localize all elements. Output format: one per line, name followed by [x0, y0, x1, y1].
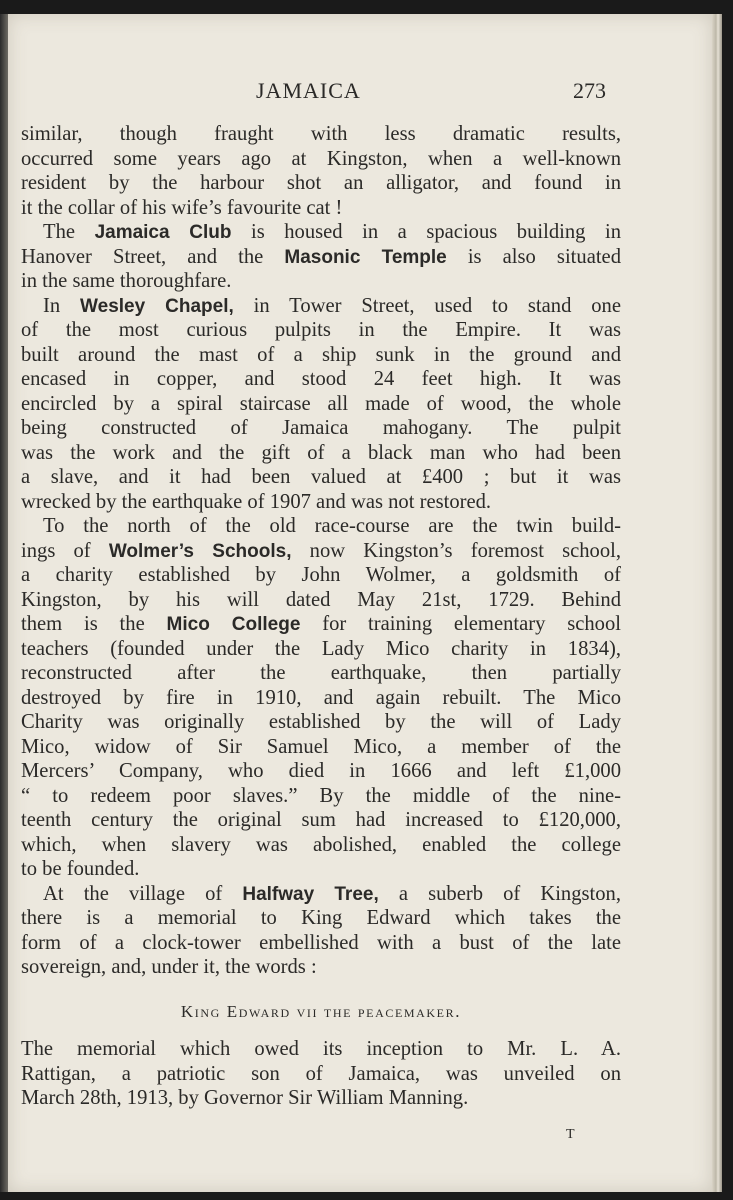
text-line: [21, 955, 621, 980]
line-text: form of a clock-tower embellished with a bust of the late: [21, 931, 621, 954]
line-text: similar, though fraught with less dramatic results,: [21, 123, 621, 145]
text-line: [21, 220, 621, 245]
text-line: [21, 833, 621, 858]
page-header: [8, 78, 712, 106]
text-line: [21, 588, 621, 613]
signature-mark: T: [566, 1127, 575, 1142]
line-text: Hanover Street, and the: [21, 245, 285, 268]
text-line: [21, 1062, 621, 1087]
running-head: JAMAICA: [256, 78, 361, 103]
text-line: [21, 784, 621, 809]
place-name: Wolmer’s Schools,: [108, 540, 292, 562]
text-line: [21, 392, 621, 417]
text-line: [21, 367, 621, 392]
line-text: Mercers’ Company, who died in 1666 and left £1,000: [21, 760, 621, 782]
inscription-text: King Edward vii the peacemaker.: [180, 1002, 462, 1021]
line-text: a suberb of Kingston,: [378, 882, 621, 905]
text-line: [21, 343, 621, 368]
text-line: [21, 686, 621, 711]
text-line: [21, 294, 621, 319]
text-line: [21, 269, 621, 294]
text-line: [21, 808, 621, 833]
text-line: [21, 1037, 621, 1062]
line-text: At the village of: [43, 882, 243, 905]
text-line: [21, 196, 621, 221]
text-line: [21, 465, 621, 490]
line-text: for training elementary school: [300, 613, 621, 635]
place-name: Mico College: [166, 614, 301, 635]
text-line: [21, 710, 621, 735]
place-name: Halfway Tree,: [242, 883, 379, 905]
line-text: The memorial which owed its inception to Mr. L. A.: [21, 1038, 621, 1060]
line-text: Mico, widow of Sir Samuel Mico, a member of the: [21, 735, 621, 758]
line-text: in the same thoroughfare.: [21, 270, 232, 292]
place-name: Masonic Temple: [284, 246, 447, 268]
body-text: [21, 122, 621, 980]
text-line: [21, 563, 621, 588]
line-text: them is the: [21, 613, 167, 635]
line-text: of the most curious pulpits in the Empire. It was: [21, 319, 621, 341]
line-text: occurred some years ago at Kingston, when a well-known: [21, 147, 621, 170]
line-text: there is a memorial to King Edward which takes the: [21, 907, 621, 929]
line-text: teenth century the original sum had increased to £120,000,: [21, 809, 621, 831]
text-line: [21, 759, 621, 784]
line-text: In: [43, 294, 81, 317]
line-text: was the work and the gift of a black man who had been: [21, 441, 621, 464]
text-line: [21, 441, 621, 466]
text-line: [21, 416, 621, 441]
line-text: resident by the harbour shot an alligator, and found in: [21, 172, 621, 194]
line-text: Charity was originally established by the will of Lady: [21, 711, 621, 733]
text-line: [21, 1086, 621, 1111]
line-text: To the north of the old race-course are the twin build-: [43, 515, 621, 537]
text-line: [21, 318, 621, 343]
line-text: reconstructed after the earthquake, then partially: [21, 662, 621, 684]
place-name: Jamaica Club: [94, 222, 232, 243]
line-text: sovereign, and, under it, the words :: [21, 956, 317, 978]
line-text: The: [43, 221, 95, 243]
line-text: Kingston, by his will dated May 21st, 1729. Behind: [21, 588, 621, 611]
text-line: [21, 661, 621, 686]
text-line: [21, 171, 621, 196]
text-line: [21, 245, 621, 270]
line-text: a charity established by John Wolmer, a goldsmith of: [21, 564, 621, 586]
line-text: Rattigan, a patriotic son of Jamaica, was unveiled on: [21, 1062, 621, 1085]
text-line: [21, 857, 621, 882]
inscription: [21, 1002, 621, 1022]
line-text: a slave, and it had been valued at £400 ; but it was: [21, 466, 621, 488]
book-binding: [0, 14, 8, 1192]
text-line: [21, 514, 621, 539]
line-text: is housed in a spacious building in: [231, 221, 622, 243]
text-line: [21, 735, 621, 760]
text-line: [21, 882, 621, 907]
line-text: to be founded.: [21, 858, 140, 880]
text-line: [21, 122, 621, 147]
line-text: now Kingston’s foremost school,: [291, 539, 622, 562]
text-line: [21, 906, 621, 931]
book-page: [8, 14, 712, 1192]
text-line: [21, 931, 621, 956]
line-text: wrecked by the earthquake of 1907 and was not restored.: [21, 490, 492, 513]
text-line: [21, 612, 621, 637]
line-text: it the collar of his wife’s favourite cat !: [21, 196, 343, 219]
page-edge: [712, 14, 722, 1192]
line-text: which, when slavery was abolished, enabled the college: [21, 833, 621, 856]
line-text: encircled by a spiral staircase all made of wood, the whole: [21, 392, 621, 415]
line-text: teachers (founded under the Lady Mico charity in 1834),: [21, 637, 621, 660]
line-text: March 28th, 1913, by Governor Sir William Manning.: [21, 1087, 469, 1109]
text-line: [21, 147, 621, 172]
text-line: [21, 490, 621, 515]
page-number: 273: [573, 78, 606, 103]
text-line: [21, 637, 621, 662]
line-text: encased in copper, and stood 24 feet high. It was: [21, 368, 621, 390]
line-text: ings of: [21, 539, 109, 562]
text-line: [21, 539, 621, 564]
closing-paragraph: [21, 1037, 621, 1111]
line-text: built around the mast of a ship sunk in the ground and: [21, 343, 621, 366]
line-text: “ to redeem poor slaves.” By the middle of the nine-: [21, 784, 621, 807]
line-text: is also situated: [446, 245, 621, 268]
line-text: being constructed of Jamaica mahogany. The pulpit: [21, 417, 621, 439]
line-text: in Tower Street, used to stand one: [233, 294, 621, 317]
place-name: Wesley Chapel,: [80, 295, 234, 317]
line-text: destroyed by fire in 1910, and again rebuilt. The Mico: [21, 686, 621, 709]
